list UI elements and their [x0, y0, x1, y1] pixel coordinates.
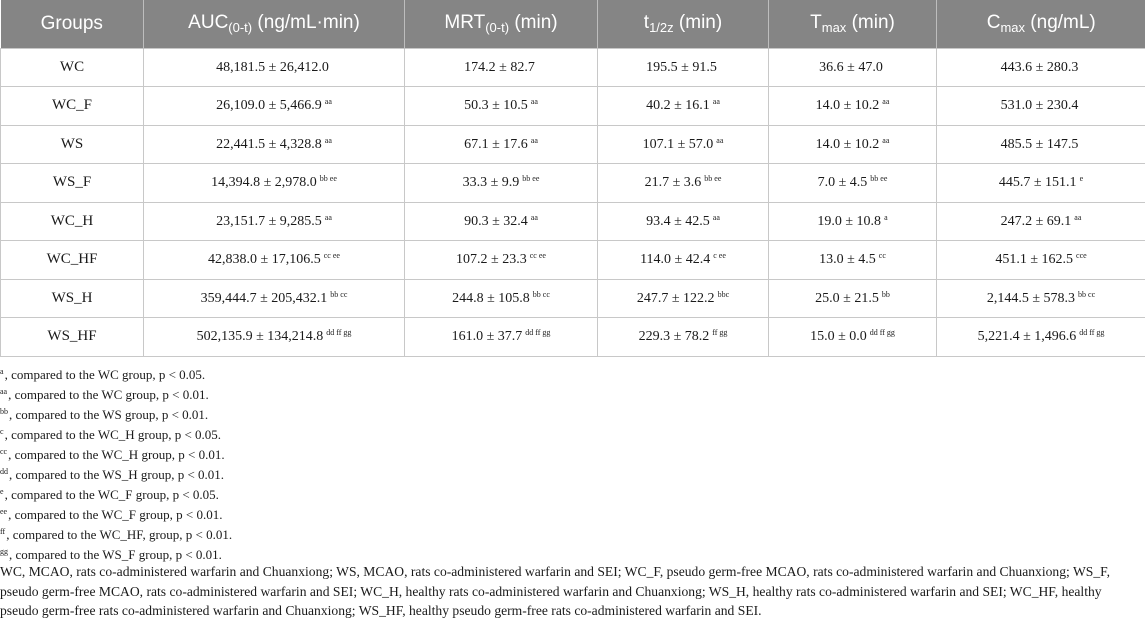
data-cell	[937, 87, 1145, 126]
data-cell	[769, 202, 937, 241]
data-cell	[937, 164, 1145, 203]
data-cell	[769, 87, 937, 126]
footnote	[0, 542, 1140, 562]
data-cell	[769, 318, 937, 357]
data-cell	[937, 202, 1145, 241]
cell-value: 244.8 ± 105.8	[452, 290, 530, 306]
header-subscript: max	[821, 20, 847, 36]
footnote	[0, 502, 1140, 522]
footnote-mark: bb	[0, 407, 8, 416]
group-cell: WS_F	[1, 164, 144, 203]
data-cell	[598, 318, 769, 357]
cell-value: 42,838.0 ± 17,106.5	[208, 252, 321, 268]
footnote	[0, 442, 1140, 462]
header-text: t	[643, 12, 650, 34]
table-row	[1, 164, 1145, 203]
group-cell: WC_F	[1, 87, 144, 126]
footnote-mark: aa	[0, 387, 8, 396]
header-auc	[144, 0, 405, 48]
group-cell: WS	[1, 125, 144, 164]
data-cell	[598, 164, 769, 203]
cell-value: 93.4 ± 42.5	[646, 213, 710, 229]
significance-mark: bb cc	[330, 289, 348, 299]
footnote-text: , compared to the WC group, p < 0.05.	[4, 367, 206, 382]
data-cell	[598, 87, 769, 126]
data-cell	[598, 48, 769, 87]
significance-mark: aa	[712, 97, 720, 107]
significance-mark: aa	[324, 212, 332, 222]
header-mrt	[405, 0, 598, 48]
significance-mark: cc ee	[323, 251, 340, 261]
group-cell: WC_HF	[1, 241, 144, 280]
significance-mark: dd ff gg	[869, 328, 895, 338]
cell-value: 67.1 ± 17.6	[464, 136, 528, 152]
cell-value: 14.0 ± 10.2	[815, 136, 880, 152]
data-cell	[937, 125, 1145, 164]
footnote	[0, 422, 1140, 442]
cell-value: 443.6 ± 280.3	[1000, 59, 1079, 75]
significance-mark: e	[1079, 174, 1084, 184]
significance-mark: bb cc	[532, 289, 550, 299]
data-cell	[769, 48, 937, 87]
cell-value: 359,444.7 ± 205,432.1	[200, 290, 328, 306]
footnote-mark: e	[0, 487, 4, 496]
footnote-text: , compared to the WC_F group, p < 0.01.	[8, 507, 223, 522]
footnote-text: , compared to the WS group, p < 0.01.	[9, 407, 209, 422]
group-cell: WC	[1, 48, 144, 87]
footnote	[0, 482, 1140, 502]
data-cell	[144, 87, 405, 126]
footnote-text: , compared to the WC group, p < 0.01.	[8, 387, 209, 402]
header-tmax	[769, 0, 937, 48]
cell-value: 107.1 ± 57.0	[642, 136, 714, 152]
header-half-life	[598, 0, 769, 48]
data-cell	[144, 48, 405, 87]
table-header	[1, 0, 1145, 48]
cell-value: 15.0 ± 0.0	[810, 329, 867, 345]
header-text: MRT	[444, 12, 486, 34]
data-cell	[598, 279, 769, 318]
significance-mark: bb ee	[870, 174, 888, 184]
data-cell	[598, 202, 769, 241]
cell-value: 48,181.5 ± 26,412.0	[216, 59, 329, 75]
significance-mark: dd ff gg	[326, 328, 352, 338]
header-text: AUC	[188, 12, 229, 34]
footnote	[0, 382, 1140, 402]
cell-value: 19.0 ± 10.8	[817, 213, 882, 229]
cell-value: 90.3 ± 32.4	[464, 213, 528, 229]
significance-mark: ff gg	[712, 328, 728, 338]
significance-mark: aa	[882, 135, 890, 145]
header-text: T	[810, 12, 822, 34]
significance-mark: a	[884, 212, 888, 222]
footnote	[0, 402, 1140, 422]
group-cell: WC_H	[1, 202, 144, 241]
data-cell	[769, 279, 937, 318]
footnote-text: , compared to the WC_HF, group, p < 0.01.	[6, 527, 233, 542]
data-cell	[144, 164, 405, 203]
data-cell	[937, 279, 1145, 318]
footnote-mark: cc	[0, 447, 8, 456]
significance-mark: bb ee	[704, 174, 722, 184]
data-cell	[144, 241, 405, 280]
data-cell	[937, 48, 1145, 87]
data-cell	[405, 202, 598, 241]
header-unit: (min)	[509, 12, 558, 34]
significance-mark: c ee	[713, 251, 726, 261]
header-subscript: (0-t)	[228, 20, 253, 36]
significance-mark: aa	[1074, 212, 1082, 222]
header-unit: (min)	[673, 12, 723, 34]
table-row	[1, 125, 1145, 164]
significance-mark: aa	[530, 212, 538, 222]
header-subscript: 1/2z	[649, 20, 674, 36]
footnote-mark: ee	[0, 507, 8, 516]
footnote	[0, 362, 1140, 382]
group-cell: WS_H	[1, 279, 144, 318]
significance-mark: aa	[882, 97, 890, 107]
cell-value: 247.2 ± 69.1	[1000, 213, 1072, 229]
cell-value: 13.0 ± 4.5	[819, 252, 876, 268]
data-cell	[405, 125, 598, 164]
significance-mark: cc	[878, 251, 886, 261]
footnote-mark: ff	[0, 527, 6, 536]
data-cell	[937, 241, 1145, 280]
data-cell	[144, 318, 405, 357]
cell-value: 50.3 ± 10.5	[464, 98, 528, 114]
significance-mark: cc ee	[529, 251, 546, 261]
data-cell	[405, 87, 598, 126]
significance-mark: bb ee	[319, 174, 337, 184]
group-cell: WS_HF	[1, 318, 144, 357]
table-footnotes	[0, 362, 1140, 621]
data-cell	[769, 241, 937, 280]
cell-value: 2,144.5 ± 578.3	[986, 290, 1076, 306]
footnote-text: , compared to the WC_F group, p < 0.05.	[4, 487, 219, 502]
table-row	[1, 87, 1145, 126]
significance-mark: aa	[716, 135, 724, 145]
data-cell	[405, 318, 598, 357]
significance-mark: dd ff gg	[1079, 328, 1105, 338]
cell-value: 5,221.4 ± 1,496.6	[977, 329, 1077, 345]
data-cell	[144, 202, 405, 241]
footnote-text: , compared to the WC_H group, p < 0.01.	[8, 447, 225, 462]
significance-mark: bb ee	[522, 174, 540, 184]
header-text: C	[986, 12, 1001, 34]
data-cell	[937, 318, 1145, 357]
footnote-text: , compared to the WS_F group, p < 0.01.	[9, 547, 222, 562]
footnote	[0, 522, 1140, 542]
data-cell	[769, 125, 937, 164]
table-row	[1, 318, 1145, 357]
header-groups	[1, 0, 144, 48]
cell-value: 33.3 ± 9.9	[462, 175, 520, 191]
footnote-mark: a	[0, 367, 4, 376]
footnote	[0, 462, 1140, 482]
cell-value: 195.5 ± 91.5	[646, 59, 717, 75]
significance-mark: bb cc	[1078, 289, 1096, 299]
cell-value: 445.7 ± 151.1	[998, 175, 1077, 191]
significance-mark: aa	[712, 212, 720, 222]
table-row	[1, 202, 1145, 241]
significance-mark: aa	[530, 135, 538, 145]
cell-value: 174.2 ± 82.7	[464, 59, 535, 75]
significance-mark: dd ff gg	[525, 328, 551, 338]
cell-value: 502,135.9 ± 134,214.8	[196, 329, 324, 345]
cell-value: 23,151.7 ± 9,285.5	[216, 213, 322, 229]
header-subscript: (0-t)	[485, 20, 510, 36]
cell-value: 229.3 ± 78.2	[638, 329, 710, 345]
significance-mark: aa	[530, 97, 538, 107]
footnote-mark: gg	[0, 547, 8, 556]
table-row	[1, 241, 1145, 280]
footnote-mark: c	[0, 427, 4, 436]
data-cell	[598, 241, 769, 280]
cell-value: 451.1 ± 162.5	[995, 252, 1074, 268]
cell-value: 36.6 ± 47.0	[819, 59, 883, 75]
header-unit: (ng/mL·min)	[252, 12, 360, 34]
header-cmax	[937, 0, 1145, 48]
cell-value: 161.0 ± 37.7	[451, 329, 523, 345]
cell-value: 7.0 ± 4.5	[817, 175, 868, 191]
cell-value: 22,441.5 ± 4,328.8	[216, 136, 322, 152]
cell-value: 247.7 ± 122.2	[636, 290, 715, 306]
cell-value: 531.0 ± 230.4	[1000, 98, 1079, 114]
table-row	[1, 48, 1145, 87]
footnote-mark: dd	[0, 467, 8, 476]
cell-value: 25.0 ± 21.5	[815, 290, 879, 306]
significance-mark: aa	[324, 135, 332, 145]
header-subscript: max	[1000, 20, 1026, 36]
cell-value: 14,394.8 ± 2,978.0	[211, 175, 317, 191]
data-cell	[405, 164, 598, 203]
data-cell	[144, 125, 405, 164]
cell-value: 114.0 ± 42.4	[640, 252, 711, 268]
header-text: Groups	[40, 12, 103, 34]
abbreviation-legend: WC, MCAO, rats co-administered warfarin and Chuanxiong; WS, MCAO, rats co-administered warfarin and SEI; WC_F, pseudo germ-free MCAO, rats co-administered warfarin and Chuanxiong; WS_F, pseudo germ-free MCAO, rats co-administered warfarin and SEI; WC_H, healthy rats co-administered warfarin and Chuanxiong; WS_H, healthy rats co-administered warfarin and SEI; WC_HF, healthy pseudo germ-free rats co-administered warfarin and Chuanxiong; WS_HF, healthy pseudo germ-free rats co-administered warfarin and SEI.	[0, 564, 1110, 618]
data-cell	[769, 164, 937, 203]
table-body	[1, 48, 1145, 356]
data-cell	[405, 48, 598, 87]
cell-value: 107.2 ± 23.3	[456, 252, 527, 268]
header-unit: (min)	[846, 12, 895, 34]
data-cell	[598, 125, 769, 164]
table-row	[1, 279, 1145, 318]
cell-value: 26,109.0 ± 5,466.9	[216, 98, 322, 114]
significance-mark: aa	[324, 97, 332, 107]
data-cell	[405, 279, 598, 318]
cell-value: 14.0 ± 10.2	[815, 98, 880, 114]
significance-mark: bbc	[717, 289, 730, 299]
data-cell	[405, 241, 598, 280]
data-cell	[144, 279, 405, 318]
significance-mark: bb	[881, 289, 890, 299]
header-unit: (ng/mL)	[1025, 12, 1096, 34]
footnote-text: , compared to the WS_H group, p < 0.01.	[9, 467, 225, 482]
significance-mark: cce	[1076, 251, 1087, 261]
footnote-text: , compared to the WC_H group, p < 0.05.	[4, 427, 222, 442]
cell-value: 40.2 ± 16.1	[646, 98, 710, 114]
cell-value: 21.7 ± 3.6	[644, 175, 702, 191]
cell-value: 485.5 ± 147.5	[1000, 136, 1079, 152]
header-row	[1, 0, 1145, 48]
